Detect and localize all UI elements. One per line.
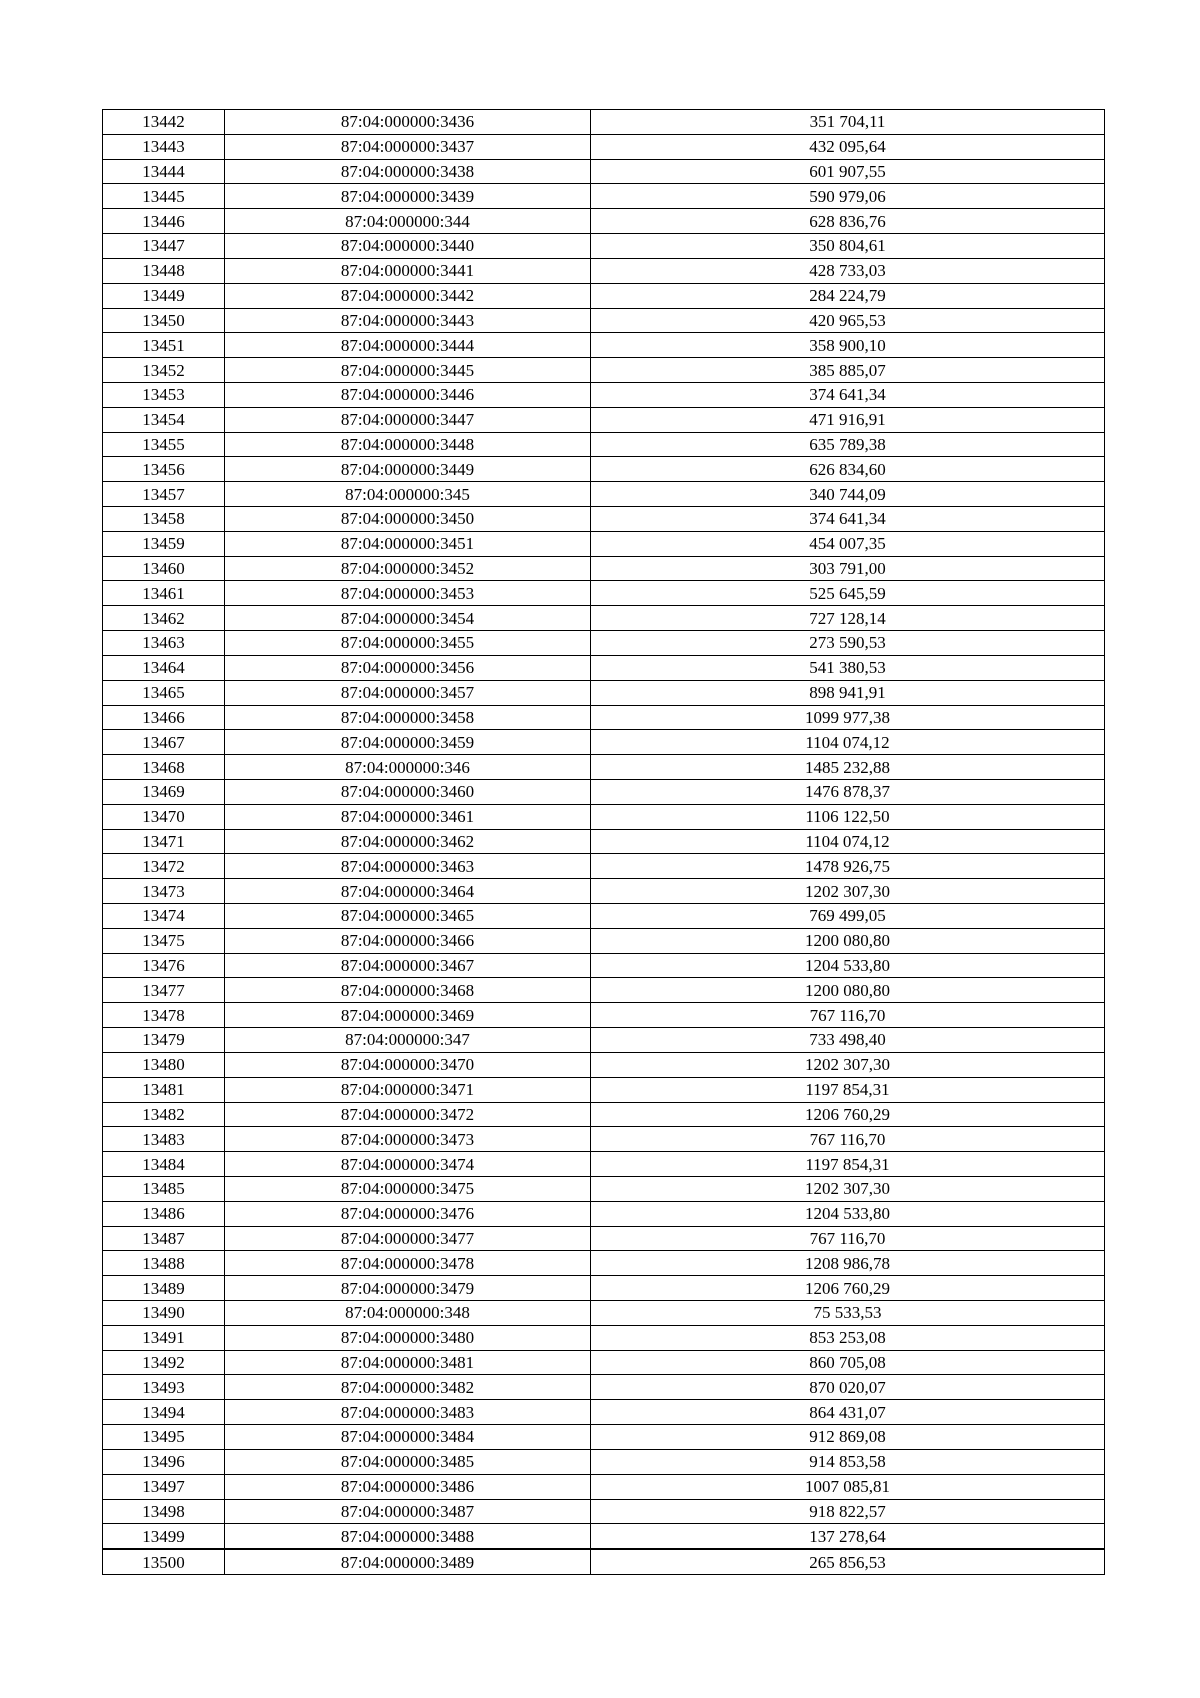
- row-number-cell: 13442: [103, 110, 225, 135]
- row-number-cell: 13487: [103, 1226, 225, 1251]
- row-number-cell: 13461: [103, 581, 225, 606]
- table-row: [103, 1524, 1105, 1549]
- row-number-cell: 13468: [103, 755, 225, 780]
- cadastral-number-cell: 87:04:000000:3460: [225, 779, 591, 804]
- row-number-cell: 13455: [103, 432, 225, 457]
- cadastral-number-cell: 87:04:000000:3453: [225, 581, 591, 606]
- cadastral-value-cell: 1476 878,37: [591, 779, 1105, 804]
- cadastral-number-cell: 87:04:000000:3441: [225, 258, 591, 283]
- table-row: [103, 1052, 1105, 1077]
- cadastral-number-cell: 87:04:000000:3437: [225, 134, 591, 159]
- cadastral-number-cell: 87:04:000000:348: [225, 1301, 591, 1326]
- table-row: [103, 705, 1105, 730]
- cadastral-value-cell: 541 380,53: [591, 655, 1105, 680]
- table-row: [103, 1176, 1105, 1201]
- cadastral-number-cell: 87:04:000000:3486: [225, 1474, 591, 1499]
- table-row: [103, 556, 1105, 581]
- cadastral-value-cell: 1208 986,78: [591, 1251, 1105, 1276]
- cadastral-value-cell: 1099 977,38: [591, 705, 1105, 730]
- cadastral-value-cell: 860 705,08: [591, 1350, 1105, 1375]
- row-number-cell: 13481: [103, 1077, 225, 1102]
- row-number-cell: 13451: [103, 333, 225, 358]
- cadastral-number-cell: 87:04:000000:3467: [225, 953, 591, 978]
- cadastral-value-cell: 914 853,58: [591, 1449, 1105, 1474]
- cadastral-number-cell: 87:04:000000:3466: [225, 928, 591, 953]
- row-number-cell: 13453: [103, 382, 225, 407]
- cadastral-value-table: [102, 109, 1105, 1575]
- cadastral-value-cell: 1197 854,31: [591, 1152, 1105, 1177]
- cadastral-value-cell: 340 744,09: [591, 482, 1105, 507]
- cadastral-value-cell: 1202 307,30: [591, 879, 1105, 904]
- table-row: [103, 1276, 1105, 1301]
- cadastral-value-cell: 351 704,11: [591, 110, 1105, 135]
- cadastral-number-cell: 87:04:000000:3469: [225, 1003, 591, 1028]
- cadastral-number-cell: 87:04:000000:3487: [225, 1499, 591, 1524]
- cadastral-value-cell: 853 253,08: [591, 1325, 1105, 1350]
- table-row: [103, 159, 1105, 184]
- cadastral-value-cell: 75 533,53: [591, 1301, 1105, 1326]
- table-row: [103, 1301, 1105, 1326]
- cadastral-value-cell: 1478 926,75: [591, 854, 1105, 879]
- cadastral-value-cell: 385 885,07: [591, 358, 1105, 383]
- row-number-cell: 13500: [103, 1549, 225, 1574]
- table-row: [103, 1350, 1105, 1375]
- table-row: [103, 407, 1105, 432]
- cadastral-number-cell: 87:04:000000:3456: [225, 655, 591, 680]
- cadastral-value-cell: 1202 307,30: [591, 1176, 1105, 1201]
- cadastral-value-cell: 727 128,14: [591, 606, 1105, 631]
- cadastral-number-cell: 87:04:000000:347: [225, 1028, 591, 1053]
- cadastral-value-cell: 1104 074,12: [591, 730, 1105, 755]
- cadastral-value-cell: 303 791,00: [591, 556, 1105, 581]
- cadastral-value-cell: 1200 080,80: [591, 928, 1105, 953]
- row-number-cell: 13452: [103, 358, 225, 383]
- cadastral-value-cell: 626 834,60: [591, 457, 1105, 482]
- cadastral-value-cell: 1206 760,29: [591, 1276, 1105, 1301]
- table-row: [103, 1077, 1105, 1102]
- cadastral-number-cell: 87:04:000000:3473: [225, 1127, 591, 1152]
- table-row: [103, 1226, 1105, 1251]
- cadastral-value-cell: 769 499,05: [591, 904, 1105, 929]
- cadastral-number-cell: 87:04:000000:3443: [225, 308, 591, 333]
- cadastral-number-cell: 87:04:000000:3465: [225, 904, 591, 929]
- row-number-cell: 13494: [103, 1400, 225, 1425]
- table-row: [103, 531, 1105, 556]
- table-row: [103, 1201, 1105, 1226]
- cadastral-value-cell: 358 900,10: [591, 333, 1105, 358]
- row-number-cell: 13448: [103, 258, 225, 283]
- table-row: [103, 1251, 1105, 1276]
- cadastral-number-cell: 87:04:000000:3470: [225, 1052, 591, 1077]
- row-number-cell: 13492: [103, 1350, 225, 1375]
- cadastral-value-cell: 767 116,70: [591, 1226, 1105, 1251]
- cadastral-value-cell: 432 095,64: [591, 134, 1105, 159]
- cadastral-value-cell: 601 907,55: [591, 159, 1105, 184]
- cadastral-value-cell: 420 965,53: [591, 308, 1105, 333]
- cadastral-number-cell: 87:04:000000:3459: [225, 730, 591, 755]
- cadastral-value-cell: 912 869,08: [591, 1425, 1105, 1450]
- cadastral-number-cell: 87:04:000000:3461: [225, 804, 591, 829]
- cadastral-value-cell: 454 007,35: [591, 531, 1105, 556]
- row-number-cell: 13458: [103, 507, 225, 532]
- table-row: [103, 978, 1105, 1003]
- table-row: [103, 482, 1105, 507]
- table-row: [103, 755, 1105, 780]
- row-number-cell: 13456: [103, 457, 225, 482]
- row-number-cell: 13478: [103, 1003, 225, 1028]
- row-number-cell: 13476: [103, 953, 225, 978]
- cadastral-value-cell: 374 641,34: [591, 507, 1105, 532]
- row-number-cell: 13466: [103, 705, 225, 730]
- table-row: [103, 382, 1105, 407]
- cadastral-value-cell: 635 789,38: [591, 432, 1105, 457]
- table-row: [103, 879, 1105, 904]
- table-row: [103, 730, 1105, 755]
- table-row: [103, 234, 1105, 259]
- row-number-cell: 13444: [103, 159, 225, 184]
- row-number-cell: 13462: [103, 606, 225, 631]
- table-row: [103, 680, 1105, 705]
- cadastral-number-cell: 87:04:000000:3480: [225, 1325, 591, 1350]
- cadastral-number-cell: 87:04:000000:3454: [225, 606, 591, 631]
- cadastral-number-cell: 87:04:000000:3440: [225, 234, 591, 259]
- row-number-cell: 13491: [103, 1325, 225, 1350]
- cadastral-number-cell: 87:04:000000:3484: [225, 1425, 591, 1450]
- table-row: [103, 1102, 1105, 1127]
- cadastral-number-cell: 87:04:000000:3474: [225, 1152, 591, 1177]
- cadastral-value-cell: 428 733,03: [591, 258, 1105, 283]
- cadastral-value-cell: 767 116,70: [591, 1003, 1105, 1028]
- cadastral-value-cell: 273 590,53: [591, 631, 1105, 656]
- cadastral-number-cell: 87:04:000000:3445: [225, 358, 591, 383]
- row-number-cell: 13447: [103, 234, 225, 259]
- cadastral-number-cell: 87:04:000000:3463: [225, 854, 591, 879]
- cadastral-value-cell: 1106 122,50: [591, 804, 1105, 829]
- table-row: [103, 1425, 1105, 1450]
- table-row: [103, 1152, 1105, 1177]
- cadastral-number-cell: 87:04:000000:3449: [225, 457, 591, 482]
- cadastral-value-cell: 1200 080,80: [591, 978, 1105, 1003]
- cadastral-number-cell: 87:04:000000:3479: [225, 1276, 591, 1301]
- row-number-cell: 13473: [103, 879, 225, 904]
- table-row: [103, 110, 1105, 135]
- cadastral-value-cell: 767 116,70: [591, 1127, 1105, 1152]
- row-number-cell: 13445: [103, 184, 225, 209]
- cadastral-number-cell: 87:04:000000:3485: [225, 1449, 591, 1474]
- row-number-cell: 13449: [103, 283, 225, 308]
- row-number-cell: 13495: [103, 1425, 225, 1450]
- row-number-cell: 13477: [103, 978, 225, 1003]
- cadastral-value-cell: 864 431,07: [591, 1400, 1105, 1425]
- table-row: [103, 1474, 1105, 1499]
- table-row: [103, 804, 1105, 829]
- cadastral-value-cell: 1204 533,80: [591, 953, 1105, 978]
- cadastral-value-cell: 137 278,64: [591, 1524, 1105, 1549]
- table-row: [103, 904, 1105, 929]
- cadastral-number-cell: 87:04:000000:3457: [225, 680, 591, 705]
- cadastral-number-cell: 87:04:000000:3444: [225, 333, 591, 358]
- cadastral-number-cell: 87:04:000000:3462: [225, 829, 591, 854]
- table-row: [103, 457, 1105, 482]
- cadastral-number-cell: 87:04:000000:3448: [225, 432, 591, 457]
- row-number-cell: 13475: [103, 928, 225, 953]
- cadastral-value-cell: 471 916,91: [591, 407, 1105, 432]
- cadastral-number-cell: 87:04:000000:3450: [225, 507, 591, 532]
- row-number-cell: 13467: [103, 730, 225, 755]
- cadastral-number-cell: 87:04:000000:3458: [225, 705, 591, 730]
- table-row: [103, 258, 1105, 283]
- table-row: [103, 953, 1105, 978]
- cadastral-value-cell: 350 804,61: [591, 234, 1105, 259]
- table-row: [103, 1449, 1105, 1474]
- cadastral-number-cell: 87:04:000000:3442: [225, 283, 591, 308]
- row-number-cell: 13446: [103, 209, 225, 234]
- row-number-cell: 13486: [103, 1201, 225, 1226]
- row-number-cell: 13463: [103, 631, 225, 656]
- row-number-cell: 13484: [103, 1152, 225, 1177]
- table-row: [103, 432, 1105, 457]
- cadastral-value-cell: 918 822,57: [591, 1499, 1105, 1524]
- row-number-cell: 13465: [103, 680, 225, 705]
- row-number-cell: 13450: [103, 308, 225, 333]
- cadastral-value-cell: 590 979,06: [591, 184, 1105, 209]
- row-number-cell: 13470: [103, 804, 225, 829]
- table-row: [103, 1375, 1105, 1400]
- row-number-cell: 13460: [103, 556, 225, 581]
- table-row: [103, 1003, 1105, 1028]
- cadastral-number-cell: 87:04:000000:3436: [225, 110, 591, 135]
- cadastral-number-cell: 87:04:000000:345: [225, 482, 591, 507]
- row-number-cell: 13482: [103, 1102, 225, 1127]
- cadastral-number-cell: 87:04:000000:3464: [225, 879, 591, 904]
- row-number-cell: 13490: [103, 1301, 225, 1326]
- table-row: [103, 358, 1105, 383]
- row-number-cell: 13498: [103, 1499, 225, 1524]
- table-row: [103, 184, 1105, 209]
- cadastral-number-cell: 87:04:000000:3439: [225, 184, 591, 209]
- table-row: [103, 1127, 1105, 1152]
- cadastral-value-cell: 1485 232,88: [591, 755, 1105, 780]
- table-row: [103, 1400, 1105, 1425]
- row-number-cell: 13489: [103, 1276, 225, 1301]
- cadastral-number-cell: 87:04:000000:3468: [225, 978, 591, 1003]
- cadastral-value-cell: 1202 307,30: [591, 1052, 1105, 1077]
- cadastral-value-cell: 1104 074,12: [591, 829, 1105, 854]
- row-number-cell: 13488: [103, 1251, 225, 1276]
- table-row: [103, 655, 1105, 680]
- table-row: [103, 333, 1105, 358]
- cadastral-number-cell: 87:04:000000:3475: [225, 1176, 591, 1201]
- cadastral-number-cell: 87:04:000000:3471: [225, 1077, 591, 1102]
- table-row: [103, 209, 1105, 234]
- cadastral-number-cell: 87:04:000000:3481: [225, 1350, 591, 1375]
- table-row: [103, 829, 1105, 854]
- table-row: [103, 1549, 1105, 1574]
- row-number-cell: 13459: [103, 531, 225, 556]
- cadastral-number-cell: 87:04:000000:3452: [225, 556, 591, 581]
- table-row: [103, 581, 1105, 606]
- cadastral-number-cell: 87:04:000000:344: [225, 209, 591, 234]
- table-body: [103, 110, 1105, 1575]
- cadastral-number-cell: 87:04:000000:3451: [225, 531, 591, 556]
- row-number-cell: 13454: [103, 407, 225, 432]
- cadastral-value-cell: 374 641,34: [591, 382, 1105, 407]
- cadastral-number-cell: 87:04:000000:3472: [225, 1102, 591, 1127]
- cadastral-value-cell: 1204 533,80: [591, 1201, 1105, 1226]
- cadastral-number-cell: 87:04:000000:3447: [225, 407, 591, 432]
- row-number-cell: 13457: [103, 482, 225, 507]
- row-number-cell: 13493: [103, 1375, 225, 1400]
- table-row: [103, 779, 1105, 804]
- row-number-cell: 13480: [103, 1052, 225, 1077]
- cadastral-value-cell: 898 941,91: [591, 680, 1105, 705]
- row-number-cell: 13471: [103, 829, 225, 854]
- table-row: [103, 1499, 1105, 1524]
- row-number-cell: 13464: [103, 655, 225, 680]
- row-number-cell: 13499: [103, 1524, 225, 1549]
- cadastral-value-cell: 1206 760,29: [591, 1102, 1105, 1127]
- cadastral-number-cell: 87:04:000000:3455: [225, 631, 591, 656]
- cadastral-value-cell: 870 020,07: [591, 1375, 1105, 1400]
- cadastral-number-cell: 87:04:000000:3446: [225, 382, 591, 407]
- cadastral-value-cell: 525 645,59: [591, 581, 1105, 606]
- row-number-cell: 13496: [103, 1449, 225, 1474]
- table-row: [103, 1028, 1105, 1053]
- table-row: [103, 283, 1105, 308]
- cadastral-number-cell: 87:04:000000:3476: [225, 1201, 591, 1226]
- table-row: [103, 854, 1105, 879]
- cadastral-number-cell: 87:04:000000:3438: [225, 159, 591, 184]
- row-number-cell: 13474: [103, 904, 225, 929]
- cadastral-value-cell: 265 856,53: [591, 1549, 1105, 1574]
- cadastral-number-cell: 87:04:000000:3478: [225, 1251, 591, 1276]
- cadastral-value-cell: 733 498,40: [591, 1028, 1105, 1053]
- table-row: [103, 631, 1105, 656]
- row-number-cell: 13485: [103, 1176, 225, 1201]
- table-row: [103, 606, 1105, 631]
- cadastral-number-cell: 87:04:000000:3482: [225, 1375, 591, 1400]
- cadastral-value-cell: 1197 854,31: [591, 1077, 1105, 1102]
- cadastral-number-cell: 87:04:000000:346: [225, 755, 591, 780]
- row-number-cell: 13443: [103, 134, 225, 159]
- table-row: [103, 134, 1105, 159]
- row-number-cell: 13479: [103, 1028, 225, 1053]
- row-number-cell: 13497: [103, 1474, 225, 1499]
- row-number-cell: 13472: [103, 854, 225, 879]
- cadastral-number-cell: 87:04:000000:3477: [225, 1226, 591, 1251]
- cadastral-value-cell: 1007 085,81: [591, 1474, 1105, 1499]
- row-number-cell: 13483: [103, 1127, 225, 1152]
- row-number-cell: 13469: [103, 779, 225, 804]
- cadastral-value-cell: 284 224,79: [591, 283, 1105, 308]
- table-row: [103, 308, 1105, 333]
- cadastral-number-cell: 87:04:000000:3488: [225, 1524, 591, 1549]
- cadastral-number-cell: 87:04:000000:3489: [225, 1549, 591, 1574]
- cadastral-number-cell: 87:04:000000:3483: [225, 1400, 591, 1425]
- table-row: [103, 928, 1105, 953]
- cadastral-value-cell: 628 836,76: [591, 209, 1105, 234]
- table-row: [103, 507, 1105, 532]
- table-row: [103, 1325, 1105, 1350]
